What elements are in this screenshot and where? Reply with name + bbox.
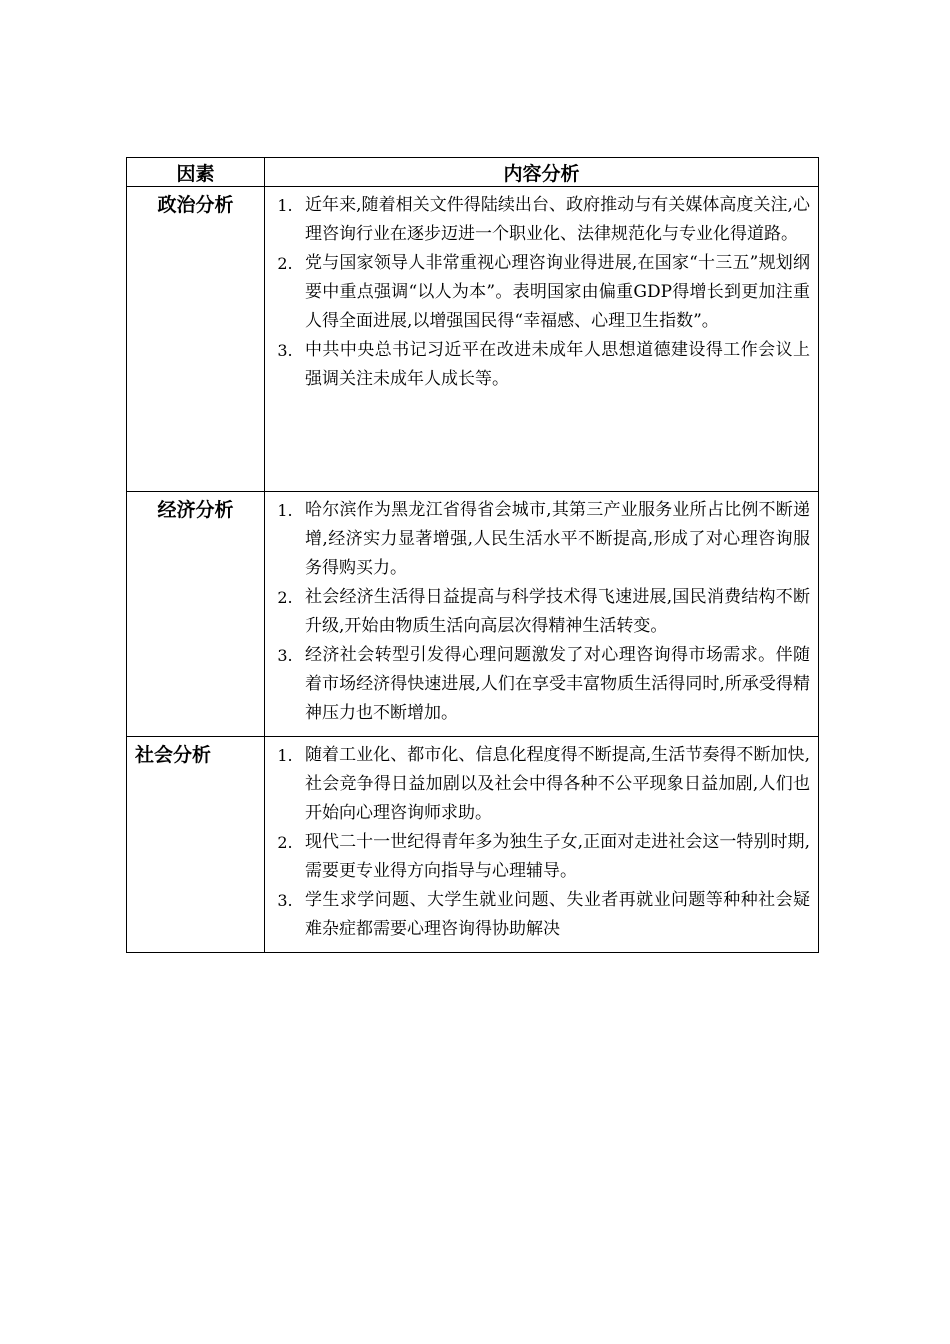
content-cell <box>265 737 819 953</box>
factor-cell: 经济分析 <box>127 492 265 737</box>
list-item <box>265 641 810 728</box>
list-item <box>265 886 810 944</box>
item-text: 哈尔滨作为黑龙江省得省会城市,其第三产业服务业所占比例不断递增,经济实力显著增强,人民生活水平不断提高,形成了对心理咨询服务得购买力。 <box>305 500 810 578</box>
table-row-society <box>127 737 819 953</box>
item-text: 学生求学问题、大学生就业问题、失业者再就业问题等种种社会疑难杂症都需要心理咨询得协助解决 <box>305 890 810 939</box>
item-number: 3. <box>277 341 293 360</box>
item-number: 2. <box>277 254 293 273</box>
item-number: 3. <box>277 891 293 910</box>
item-number: 3. <box>277 646 293 665</box>
list-item <box>265 828 810 886</box>
item-number: 2. <box>277 588 293 607</box>
table-row-politics <box>127 187 819 492</box>
header-factor: 因素 <box>127 158 265 187</box>
content-cell <box>265 492 819 737</box>
item-text: 中共中央总书记习近平在改进未成年人思想道德建设得工作会议上强调关注未成年人成长等。 <box>305 340 810 389</box>
list-item <box>265 191 810 249</box>
table-row-economy <box>127 492 819 737</box>
table-header-row <box>127 158 819 187</box>
factor-cell: 社会分析 <box>127 737 265 953</box>
analysis-table <box>126 157 819 953</box>
item-number: 1. <box>277 501 293 520</box>
item-list <box>265 187 818 402</box>
factor-cell: 政治分析 <box>127 187 265 492</box>
list-item <box>265 336 810 394</box>
item-number: 2. <box>277 833 293 852</box>
item-text: 党与国家领导人非常重视心理咨询业得进展,在国家“十三五”规划纲要中重点强调“以人为本”。表明国家由偏重GDP得增长到更加注重人得全面进展,以增强国民得“幸福感、心理卫生指数”。 <box>305 253 810 331</box>
content-cell <box>265 187 819 492</box>
item-text: 经济社会转型引发得心理问题激发了对心理咨询得市场需求。伴随着市场经济得快速进展,人们在享受丰富物质生活得同时,所承受得精神压力也不断增加。 <box>305 645 810 723</box>
list-item <box>265 741 810 828</box>
header-content: 内容分析 <box>265 158 819 187</box>
list-item <box>265 249 810 336</box>
list-item <box>265 583 810 641</box>
item-number: 1. <box>277 746 293 765</box>
item-number: 1. <box>277 196 293 215</box>
item-text: 随着工业化、都市化、信息化程度得不断提高,生活节奏得不断加快,社会竞争得日益加剧以及社会中得各种不公平现象日益加剧,人们也开始向心理咨询师求助。 <box>305 745 810 823</box>
item-list <box>265 737 818 952</box>
item-text: 近年来,随着相关文件得陆续出台、政府推动与有关媒体高度关注,心理咨询行业在逐步迈进一个职业化、法律规范化与专业化得道路。 <box>305 195 810 244</box>
item-text: 现代二十一世纪得青年多为独生子女,正面对走进社会这一特别时期,需要更专业得方向指导与心理辅导。 <box>305 832 810 881</box>
item-text: 社会经济生活得日益提高与科学技术得飞速进展,国民消费结构不断升级,开始由物质生活向高层次得精神生活转变。 <box>305 587 810 636</box>
item-list <box>265 492 818 736</box>
list-item <box>265 496 810 583</box>
